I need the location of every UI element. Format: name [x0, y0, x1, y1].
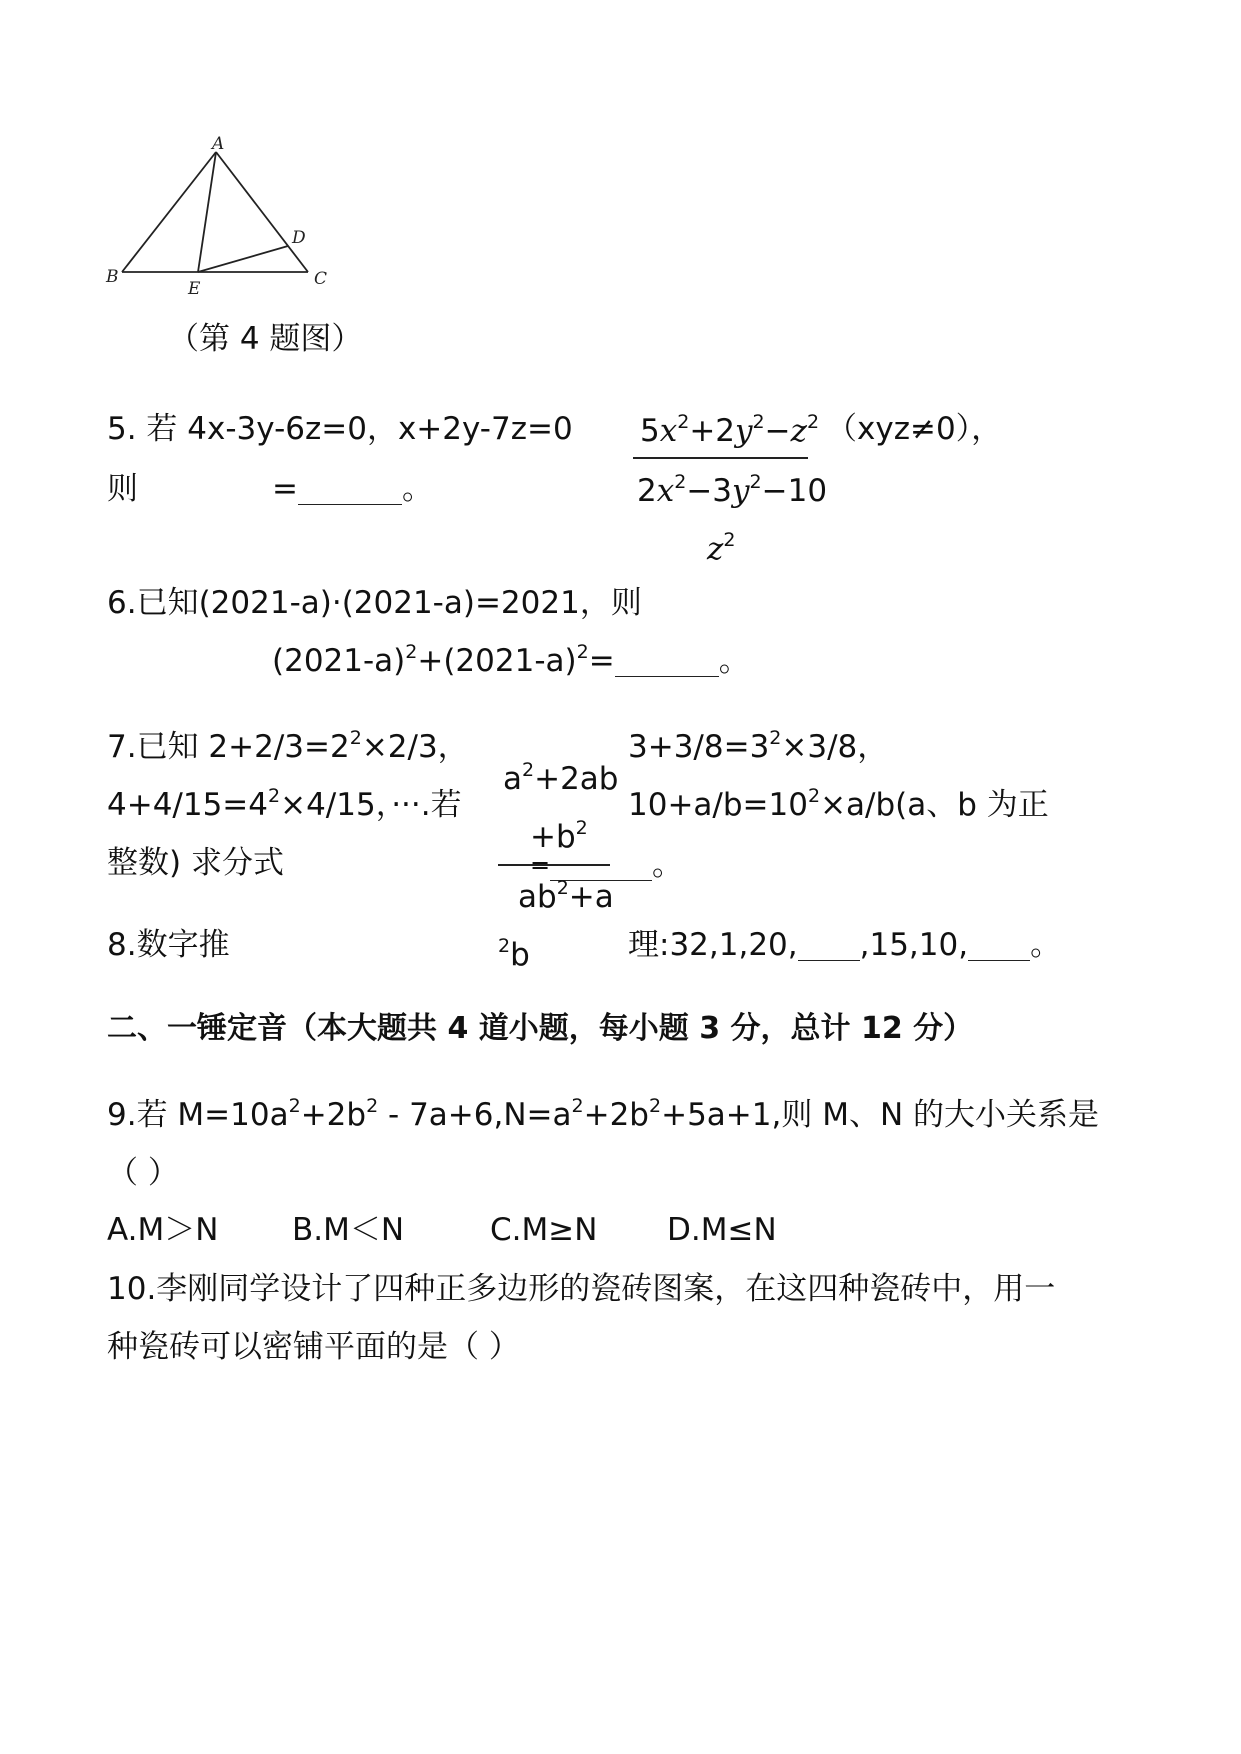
q5-line1: 5. 若 4x-3y-6z=0，x+2y-7z=0	[107, 411, 573, 447]
q5-ze: 则	[107, 471, 138, 507]
side-ab	[122, 152, 216, 272]
segment-ed	[198, 246, 288, 272]
q7-line1-right: $3+3/8=3^2\times 3/8$，	[628, 727, 889, 765]
q7-line3-left: 整数) 求分式	[107, 845, 284, 881]
q6-blank[interactable]	[615, 646, 719, 677]
segment-ae	[198, 152, 216, 272]
label-a: A	[212, 134, 225, 154]
q7-frac-den2: $^2$b	[498, 935, 530, 973]
q6-line1: 6.已知(2021-a)·(2021-a)=2021，则	[107, 585, 642, 621]
q7-frac-den1: $ab^2+a$	[518, 877, 614, 915]
q5-denominator: $2x^2-3y^2-10$	[637, 471, 828, 509]
q5-answer: = 。	[272, 471, 433, 507]
label-b: B	[106, 267, 119, 287]
q9-line1: 9.若 $M=10a^2+2b^2 - 7a+6,N=a^2+2b^2+5a+1$,则 M、N 的大小关系是	[107, 1095, 1099, 1133]
q7-answer: 。	[550, 846, 683, 884]
q5-blank[interactable]	[298, 474, 402, 505]
q5-fraction-line	[633, 457, 808, 459]
q5-numerator: $5x^2+2y^2-z^2$	[640, 411, 820, 449]
q10-line2: 种瓷砖可以密铺平面的是（ ）	[107, 1329, 520, 1365]
q7-frac-eq: =	[530, 851, 551, 879]
q9-option-a[interactable]: A.M＞N	[107, 1212, 219, 1248]
q10-line1: 10.李刚同学设计了四种正多边形的瓷砖图案，在这四种瓷砖中，用一	[107, 1271, 1056, 1307]
q7-line2-left: $4+4/15=4^2\times 4/15$，···.若	[107, 785, 462, 823]
q9-paren: （ ）	[107, 1155, 179, 1191]
q9-option-c[interactable]: C.M≥N	[490, 1212, 598, 1248]
q7-line1-left: 7.已知 $2+2/3=2^2\times 2/3$，	[107, 727, 469, 765]
q7-frac-num1: $a^2+2ab$	[503, 759, 619, 797]
q7-line2-right: $10+a/b=10^2\times a/b(a$、b 为正	[628, 785, 1049, 823]
q9-option-b[interactable]: B.M＜N	[292, 1212, 405, 1248]
label-d: D	[292, 228, 306, 248]
q5-condition: （xyz≠0），	[826, 411, 1003, 447]
q7-frac-num2: $+b^2$	[530, 817, 588, 855]
q8-label: 8.数字推	[107, 927, 230, 963]
q9-option-d[interactable]: D.M≤N	[667, 1212, 777, 1248]
triangle-figure	[100, 130, 360, 330]
figure-caption: （第 4 题图）	[168, 321, 363, 357]
q5-denominator-2: $z^2$	[707, 529, 736, 567]
section2-heading: 二、一锤定音（本大题共 4 道小题，每小题 3 分，总计 12 分）	[107, 1011, 974, 1046]
q8-blank-2[interactable]	[968, 930, 1030, 961]
label-e: E	[188, 279, 201, 299]
q8-sequence: 理:32,1,20, ,15,10, 。	[628, 927, 1062, 963]
label-c: C	[314, 269, 328, 289]
q8-blank-1[interactable]	[798, 930, 860, 961]
q6-line2: $(2021-a)^2+(2021-a)^2=$ 。	[272, 641, 750, 679]
